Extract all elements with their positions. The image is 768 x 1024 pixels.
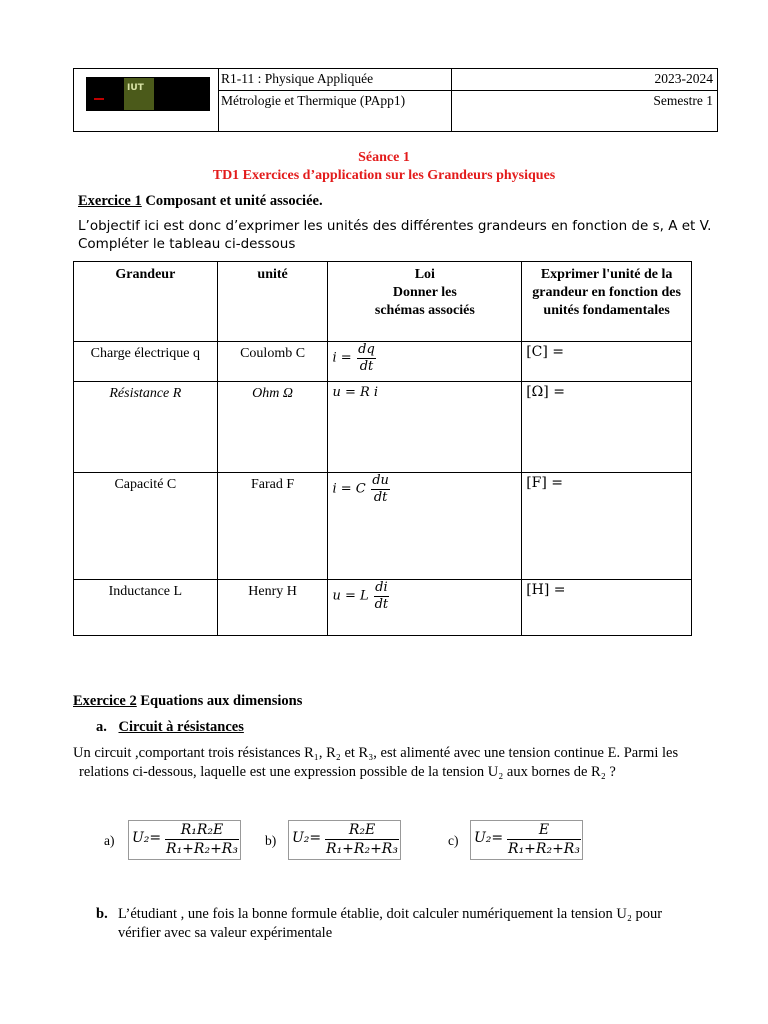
cell-expression[interactable]: [H] = xyxy=(522,580,692,636)
option-c-fraction xyxy=(507,821,581,858)
option-b-letter: b) xyxy=(265,833,277,848)
law-numerator: di xyxy=(375,580,388,595)
option-b-lhs: U₂= xyxy=(292,830,322,846)
units-table xyxy=(73,261,692,636)
exercise1-instruction: Compléter le tableau ci-dessous xyxy=(78,236,296,252)
cell-expression[interactable]: [Ω] = xyxy=(522,382,692,473)
law-numerator: du xyxy=(372,473,389,488)
part-a-text-line2: relations ci-dessous, laquelle est une expression possible de la tension U₂ aux bornes de R₂ ? xyxy=(79,764,616,780)
law-fraction xyxy=(357,342,376,375)
law-lhs: i = xyxy=(332,350,352,366)
law-denominator: dt xyxy=(359,359,374,374)
col-header-expression: Exprimer l'unité de la grandeur en fonction des unités fondamentales xyxy=(522,262,692,342)
exercise2-title: Equations aux dimensions xyxy=(136,693,303,709)
option-a-formula xyxy=(128,820,241,860)
law-lhs: u = L xyxy=(332,588,369,604)
cell-unite: Henry H xyxy=(217,580,328,636)
option-b-denominator: R₁+R₂+R₃ xyxy=(326,841,398,857)
part-a-title: Circuit à résistances xyxy=(118,719,244,735)
exercise1-intro: L’objectif ici est donc d’exprimer les unités des différentes grandeurs en fonction de s, A et V. xyxy=(78,218,712,234)
col-header-grandeur: Grandeur xyxy=(74,262,218,342)
option-c-lhs: U₂= xyxy=(474,830,504,846)
iut-logo xyxy=(86,77,210,111)
col-header-schemas: Donner les schémas associés xyxy=(374,285,475,318)
cell-expression[interactable]: [F] = xyxy=(522,473,692,580)
table-row xyxy=(74,382,692,473)
part-a-heading xyxy=(96,719,244,736)
logo-badge xyxy=(124,78,154,110)
option-b-formula xyxy=(288,820,401,860)
option-c-formula xyxy=(470,820,583,860)
semester: Semestre 1 xyxy=(653,93,713,108)
exercise2-heading xyxy=(73,693,302,710)
cell-grandeur: Charge électrique q xyxy=(74,342,218,382)
law-fraction xyxy=(374,580,388,613)
cell-grandeur: Capacité C xyxy=(74,473,218,580)
option-c-denominator: R₁+R₂+R₃ xyxy=(508,841,580,857)
exercise2-label: Exercice 2 xyxy=(73,693,137,709)
cell-grandeur: Résistance R xyxy=(74,382,218,473)
document-header xyxy=(73,68,718,132)
part-b-letter: b. xyxy=(96,906,108,922)
law-fraction xyxy=(371,473,390,506)
option-b-numerator: R₂E xyxy=(325,821,399,840)
logo-text: IUT xyxy=(127,83,144,93)
cell-expression[interactable]: [C] = xyxy=(522,342,692,382)
law-expression: u = R i xyxy=(332,385,379,400)
logo-accent-mark xyxy=(94,98,104,100)
cell-unite: Coulomb C xyxy=(217,342,328,382)
law-denominator: dt xyxy=(374,597,389,612)
cell-grandeur: Inductance L xyxy=(74,580,218,636)
option-a-fraction xyxy=(165,821,239,858)
logo-cell xyxy=(74,69,219,131)
col-header-loi-label: Loi xyxy=(414,267,435,282)
td-title: TD1 Exercices d’application sur les Grandeurs physiques xyxy=(212,168,556,183)
exercise1-label: Exercice 1 xyxy=(78,193,142,209)
option-c-numerator: E xyxy=(507,821,581,840)
cell-loi xyxy=(328,382,522,473)
law-denominator: dt xyxy=(373,490,388,505)
option-a-denominator: R₁+R₂+R₃ xyxy=(166,841,238,857)
col-header-loi xyxy=(328,262,522,342)
law-numerator: dq xyxy=(358,342,375,357)
law-lhs: i = C xyxy=(332,481,366,497)
col-header-unite: unité xyxy=(217,262,328,342)
cell-unite: Ohm Ω xyxy=(217,382,328,473)
option-c-letter: c) xyxy=(448,833,459,848)
session-title: Séance 1 xyxy=(358,150,410,165)
exercise1-title: Composant et unité associée. xyxy=(141,193,323,209)
cell-loi xyxy=(328,580,522,636)
cell-loi xyxy=(328,342,522,382)
subject-name: Métrologie et Thermique (PApp1) xyxy=(218,91,452,131)
table-row xyxy=(74,580,692,636)
cell-unite: Farad F xyxy=(217,473,328,580)
table-row xyxy=(74,342,692,382)
part-b-text-line1: L’étudiant , une fois la bonne formule établie, doit calculer numériquement la tension U₂ pour xyxy=(118,906,663,922)
part-a-text-line1: Un circuit ,comportant trois résistances R₁, R₂ et R₃, est alimenté avec une tension continue E. Parmi les xyxy=(73,745,679,761)
exercise1-heading xyxy=(78,193,323,210)
part-b-text-line2: vérifier avec sa valeur expérimentale xyxy=(118,925,333,941)
table-header-row xyxy=(74,262,692,342)
option-b-fraction xyxy=(325,821,399,858)
part-a-letter: a. xyxy=(96,719,107,735)
option-a-letter: a) xyxy=(104,833,115,848)
course-name: R1-11 : Physique Appliquée xyxy=(218,69,452,91)
cell-loi xyxy=(328,473,522,580)
table-row xyxy=(74,473,692,580)
option-a-numerator: R₁R₂E xyxy=(165,821,239,840)
academic-year: 2023-2024 xyxy=(452,69,717,91)
option-a-lhs: U₂= xyxy=(132,830,162,846)
